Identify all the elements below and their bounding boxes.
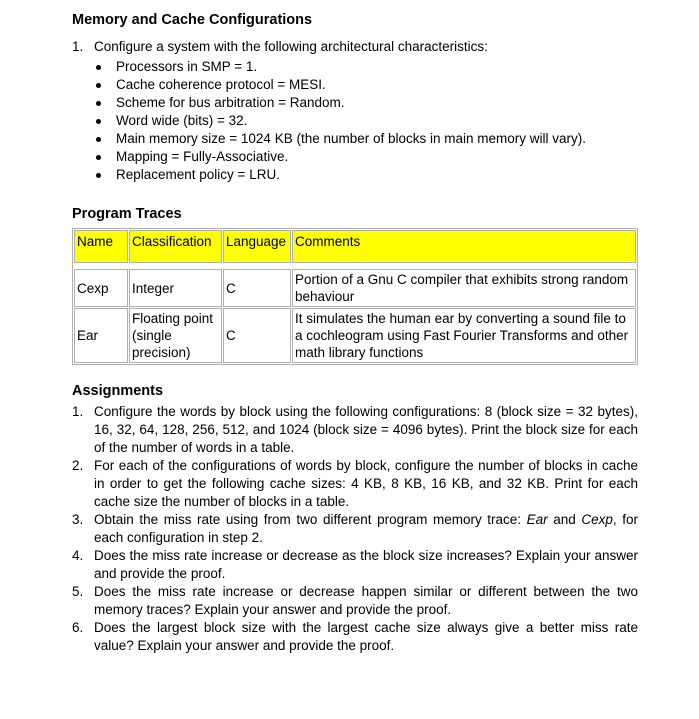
- characteristics-list: [94, 58, 638, 184]
- characteristic-text: Main memory size = 1024 KB (the number of blocks in main memory will vary).: [116, 131, 587, 146]
- assignments-section-title: Assignments: [72, 383, 164, 399]
- bullet-icon: [96, 101, 101, 106]
- assignment-text-mid: and: [547, 512, 582, 527]
- assignment-text-after: , for each configuration in step 2.: [94, 512, 639, 545]
- header-comments: Comments: [292, 230, 636, 263]
- assignment-item: [72, 403, 638, 457]
- trace-name-cexp: Cexp: [581, 512, 613, 527]
- characteristic-text: Processors in SMP = 1.: [116, 59, 258, 74]
- assignments-list: [72, 403, 638, 655]
- program-traces-table: [72, 228, 638, 365]
- item-number: 3.: [72, 512, 84, 527]
- assignment-item: [72, 583, 638, 619]
- bullet-icon: [96, 119, 101, 124]
- memory-section-title: Memory and Cache Configurations: [72, 12, 313, 28]
- cell-language: C: [223, 269, 291, 307]
- cell-comments: Portion of a Gnu C compiler that exhibits strong random behaviour: [292, 269, 636, 307]
- bullet-icon: [96, 173, 101, 178]
- characteristic-text: Cache coherence protocol = MESI.: [116, 77, 326, 92]
- assignment-text: Does the miss rate increase or decrease happen similar or different between the two memory traces? Explain your answer and provide the proof.: [94, 584, 638, 617]
- bullet-icon: [96, 155, 101, 160]
- header-language: Language: [223, 230, 291, 263]
- assignment-text: Does the largest block size with the largest cache size always give a better miss rate value? Explain your answer and provide the proof.: [94, 620, 638, 653]
- assignment-text-before: Obtain the miss rate using from two different program memory trace:: [94, 512, 527, 527]
- table-row: [74, 308, 636, 363]
- characteristic-item: [94, 58, 638, 76]
- characteristic-item: [94, 112, 638, 130]
- cell-comments: It simulates the human ear by converting a sound file to a cochleogram using Fast Fourier Transforms and other math library functions: [292, 308, 636, 363]
- cell-classification: Integer: [129, 269, 222, 307]
- cell-language: C: [223, 308, 291, 363]
- assignment-item: [72, 547, 638, 583]
- assignment-text: For each of the configurations of words by block, configure the number of blocks in cache in order to get the following cache sizes: 4 KB, 8 KB, 16 KB, and 32 KB. Print for each cache size the number of blocks in a table.: [94, 458, 638, 509]
- characteristic-text: Replacement policy = LRU.: [116, 167, 280, 182]
- table-row: [74, 269, 636, 307]
- cell-classification: Floating point (single precision): [129, 308, 222, 363]
- trace-name-ear: Ear: [526, 512, 548, 527]
- table-header-row: [74, 230, 636, 263]
- item-number: 6.: [72, 620, 84, 635]
- item-number: 2.: [72, 458, 84, 473]
- document-page: [72, 10, 638, 655]
- characteristic-item: [94, 130, 638, 148]
- characteristic-item: [94, 166, 638, 184]
- header-classification: Classification: [129, 230, 222, 263]
- characteristic-text: Word wide (bits) = 32.: [116, 113, 248, 128]
- bullet-icon: [96, 83, 101, 88]
- cell-name: Cexp: [74, 269, 128, 307]
- characteristic-item: [94, 148, 638, 166]
- item-number: 1.: [72, 39, 84, 54]
- configuration-intro: Configure a system with the following architectural characteristics:: [94, 39, 488, 54]
- assignment-text: Configure the words by block using the following configurations: 8 (block size = 32 bytes), 16, 32, 64, 128, 256, 512, and 1024 (block size = 4096 bytes). Print the block size for each of the number of words in a table.: [94, 404, 638, 455]
- configuration-list: [72, 38, 638, 184]
- item-number: 1.: [72, 404, 84, 419]
- characteristic-text: Mapping = Fully-Associative.: [116, 149, 289, 164]
- characteristic-text: Scheme for bus arbitration = Random.: [116, 95, 345, 110]
- assignment-item: [72, 511, 638, 547]
- traces-section-title: Program Traces: [72, 206, 182, 222]
- item-number: 4.: [72, 548, 84, 563]
- bullet-icon: [96, 137, 101, 142]
- configuration-item: [72, 38, 638, 184]
- cell-name: Ear: [74, 308, 128, 363]
- assignment-item: [72, 457, 638, 511]
- characteristic-item: [94, 76, 638, 94]
- bullet-icon: [96, 65, 101, 70]
- item-number: 5.: [72, 584, 84, 599]
- assignment-text: Does the miss rate increase or decrease as the block size increases? Explain your answer and provide the proof.: [94, 548, 638, 581]
- assignment-item: [72, 619, 638, 655]
- header-name: Name: [74, 230, 128, 263]
- characteristic-item: [94, 94, 638, 112]
